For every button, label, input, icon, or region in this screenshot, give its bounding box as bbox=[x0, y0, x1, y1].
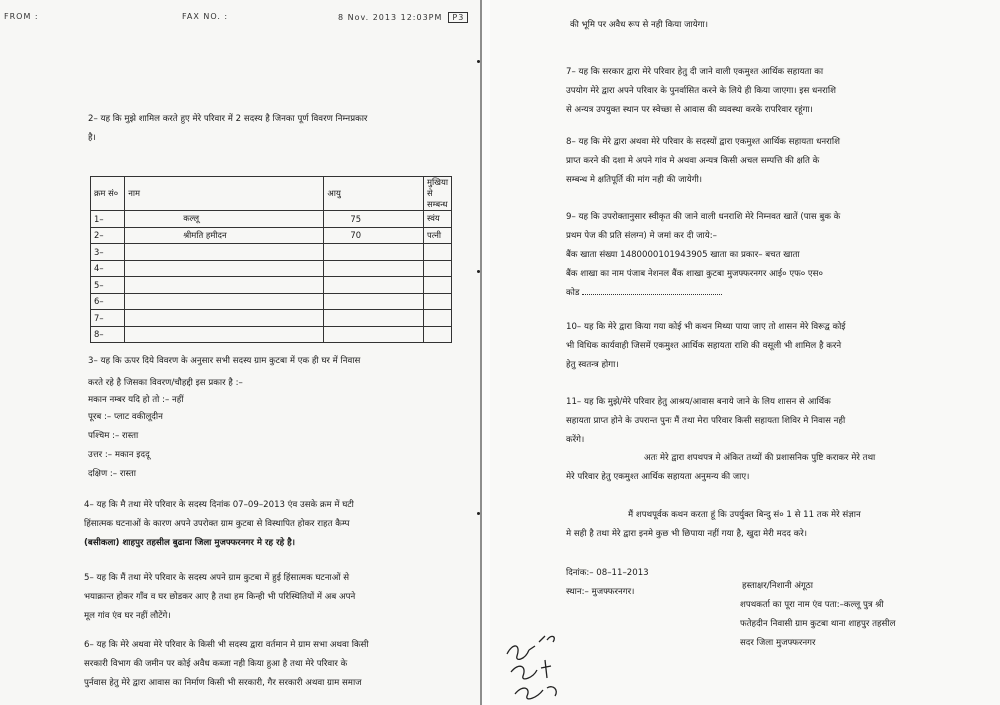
paragraph-3-boundaries: करते रहे है जिसका विवरण/चौहद्दी इस प्रकार है :– मकान नम्बर यदि हो तो :– नहीं पूरब :– प्लाट वकीलूदीन पश्चिम :– रास्ता उत्तर :– मकान इददू दक्षिण :– रास्ता bbox=[88, 378, 243, 479]
scan-speck bbox=[477, 512, 480, 515]
right-page bbox=[490, 0, 1000, 705]
paragraph-9: 9– यह कि उपरोक्तानुसार स्वीकृत की जाने वाली धनराशि मेरे निम्नवत खातें (पास बुक के प्रथम पेज की प्रति संलग्न) मे जमां कर दी जाये:– बैंक खाता संख्या 1480000101943905 खाता का प्रकार– बचत खाता बैंक शाखा का नाम पंजाब नेशनल बैंक शाखा कुटबा मुजफ्फरनगर आई० एफ० एस० कोड bbox=[566, 208, 840, 303]
column-header-relation: मुखिया से सम्बन्ध bbox=[423, 177, 451, 211]
family-members-table bbox=[90, 176, 452, 343]
fold-shadow bbox=[480, 0, 482, 705]
deponent-block: हस्ताक्षर/निशानी अंगूठा शपथकर्ता का पूरा नाम एंव पता:–कल्लू पुत्र श्री फतेहदीन निवासी ग्राम कुटबा थाना शाहपुर तहसील सदर जिला मुजफ्फरनगर bbox=[740, 577, 895, 653]
fax-from: FROM : bbox=[4, 12, 39, 21]
table-row: 7– bbox=[91, 310, 452, 327]
paragraph-6: 6– यह कि मेरे अथवा मेरे परिवार के किसी भी सदस्य द्वारा वर्तमान मे ग्राम सभा अथवा किसी सरकारी विभाग की जमीन पर कोई अवैध कब्जा नही किया हुआ है तथा मेरे परिवार के पुर्नवास हेतु मेरे द्वारा आवास का निर्माण किसी भी सरकारी, गैर सरकारी अथवा ग्राम समाज bbox=[84, 640, 369, 688]
column-header-name: नाम bbox=[125, 177, 324, 211]
fax-page-number: P3 bbox=[448, 12, 468, 23]
date-place-block bbox=[566, 564, 649, 602]
paragraph-2: 2– यह कि मुझे शामिल करते हुए मेरे परिवार में 2 सदस्य है जिनका पूर्ण विवरण निम्नप्रकार है। bbox=[88, 114, 368, 143]
paragraph-4: 4– यह कि मै तथा मेरे परिवार के सदस्य दिनांक 07–09–2013 एंव उसके क्रम में घटी हिंसात्मक घटनाओं के कारण अपने उपरोक्त ग्राम कुटबा से विस्थापित होकर राहत कैम्प (बसीकला) शाहपुर तहसील बुढाना जिला मुजफ्फरनगर मे रह रहे है। bbox=[84, 500, 354, 548]
bank-account-line: बैंक खाता संख्या 1480000101943905 खाता का प्रकार– बचत खाता bbox=[566, 250, 800, 260]
table-row: 5– bbox=[91, 277, 452, 294]
scan-speck bbox=[477, 270, 480, 273]
ifsc-line: कोड bbox=[566, 284, 840, 303]
place-line: स्थान:– मुजफ्फरनगर। bbox=[566, 587, 635, 597]
left-page bbox=[0, 0, 482, 705]
fax-date: 8 Nov. 2013 12:03PM bbox=[338, 13, 443, 22]
column-header-serial: क्रम सं० bbox=[91, 177, 125, 211]
paragraph-6-continued: की भूमि पर अवैध रूप से नही किया जायेगा। bbox=[570, 20, 708, 30]
paragraph-10: 10– यह कि मेरे द्वारा किया गया कोई भी कथन मिथ्या पाया जाए तो शासन मेरे विरूद्व कोई भी विधिक कार्यवाही जिसमें एकमुश्त आर्थिक सहायता राशि की वसूली भी शामिल है करने हेतु स्वतन्त्र होगा। bbox=[566, 322, 846, 370]
paragraph-11: 11– यह कि मुझे/मेरे परिवार हेतु आश्रय/आवास बनाये जाने के लिय शासन से आर्थिक सहायता प्राप्त होने के उपरान्त पुनः मैं तथा मेरा परिवार किसी सहायता शिविर मे निवास नही करेंगे। bbox=[566, 397, 846, 445]
table-row: 3– bbox=[91, 244, 452, 261]
bank-branch-line: बैंक शाखा का नाम पंजाब नेशनल बैंक शाखा कुटबा मुजफ्फरनगर आई० एफ० एस० bbox=[566, 269, 823, 279]
table-row: 6– bbox=[91, 293, 452, 310]
table-row: 2– श्रीमति हमीदन 70 पत्नी bbox=[91, 227, 452, 244]
signature-label: हस्ताक्षर/निशानी अंगूठा bbox=[742, 581, 814, 591]
request-paragraph: अतः मेरे द्वारा शपथपत्र मे अंकित तथ्यों की प्रशासनिक पुष्टि कराकर मेरे तथा मेरे परिवार हेतु एकमुश्त आर्थिक सहायता अनुमन्य की जाए। bbox=[566, 453, 876, 482]
oath-paragraph: मैं शपथपूर्वक कथन करता हूं कि उपर्युक्त बिन्दु सं० 1 से 11 तक मेरे संज्ञान मे सही है तथा मेरे द्वारा इनमे कुछ भी छिपाया नहीं गया है, खुदा मेरी मदद करे। bbox=[566, 510, 861, 539]
fax-number-label: FAX NO. : bbox=[182, 12, 229, 21]
page-gutter bbox=[482, 0, 490, 705]
date-line: दिनांक:– 08–11–2013 bbox=[566, 568, 649, 578]
table-row: 1– कल्लू 75 स्वंय bbox=[91, 211, 452, 228]
paragraph-3: 3– यह कि ऊपर दिये विवरण के अनुसार सभी सदस्य ग्राम कुटबा में एक ही घर में निवास bbox=[88, 356, 361, 366]
scan-speck bbox=[477, 60, 480, 63]
paragraph-7: 7– यह कि सरकार द्वारा मेरे परिवार हेतु दी जाने वाली एकमुश्त आर्थिक सहायता का उपयोग मेरे द्वारा अपने परिवार के पुनर्वासित करने के लिये ही किया जाएगा। इस धनराशि से अन्यत्र उपयुक्त स्थान पर स्वेच्छा से आवास की व्यवस्था करके रापरिवार रहूंगा। bbox=[566, 67, 836, 115]
table-row: 8– bbox=[91, 326, 452, 343]
table-header-row bbox=[91, 177, 452, 211]
table-row: 4– bbox=[91, 260, 452, 277]
paragraph-5: 5– यह कि मैं तथा मेरे परिवार के सदस्य अपने ग्राम कुटबा में हुई हिंसात्मक घटनाओं से भयाक्रान्त होकर गाँव व घर छोडकर आए है तथा हम किन्ही भी परिस्थितियों में अब अपने मूल गांव एंव घर नहीं लौटेंगे। bbox=[84, 573, 356, 621]
handwritten-signature bbox=[505, 632, 585, 704]
paragraph-8: 8– यह कि मेरे द्वारा अथवा मेरे परिवार के सदस्यों द्वारा एकमुश्त आर्थिक सहायता धनराशि प्राप्त करने की दशा मे अपने गांव मे अथवा अन्यत्र किसी अचल सम्पत्ति की क्षति के सम्बन्ध मे क्षतिपूर्ति की मांग नही की जायेगी। bbox=[566, 137, 840, 185]
fax-datetime bbox=[338, 12, 468, 23]
ifsc-blank bbox=[582, 285, 722, 295]
column-header-age: आयु bbox=[324, 177, 424, 211]
